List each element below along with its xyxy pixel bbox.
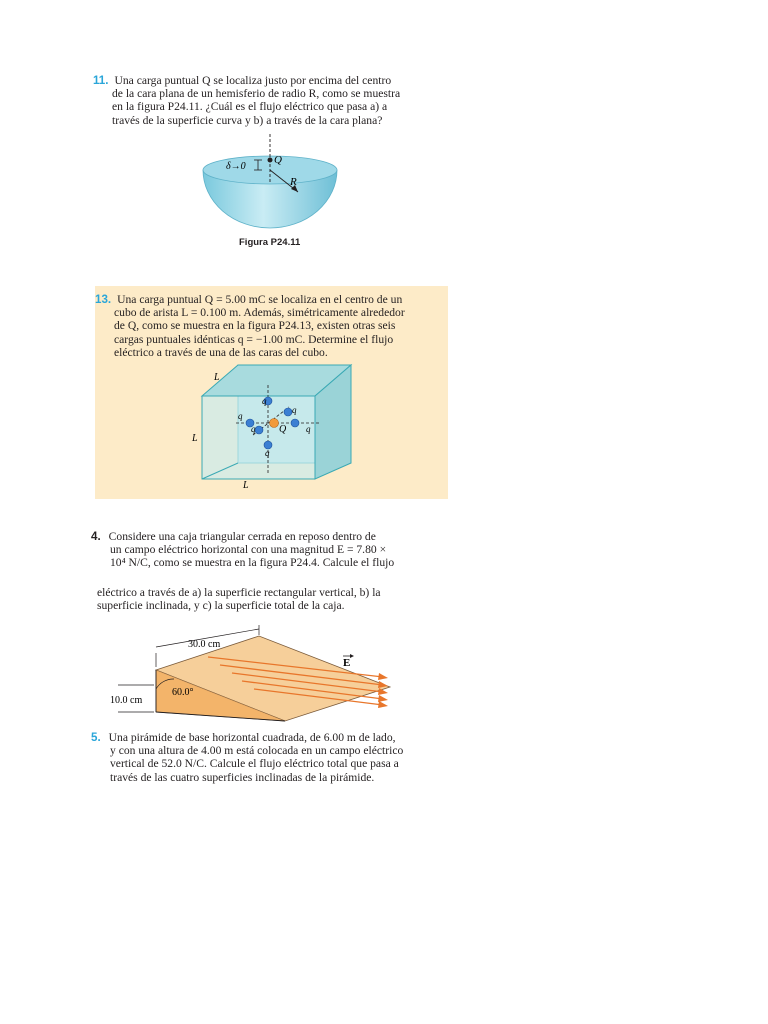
- problem-4: [91, 530, 443, 570]
- charge-label-left: q: [238, 411, 243, 421]
- angle-label: 60.0°: [172, 687, 194, 698]
- cube-figure: [188, 363, 358, 488]
- hemisphere-figure: [198, 132, 358, 232]
- problem-number: 11.: [93, 74, 109, 87]
- field-arrowheads: [378, 673, 388, 708]
- problem-text-line: superficie inclinada, y c) la superficie total de la caja.: [97, 599, 345, 613]
- problem-11: [93, 74, 445, 127]
- vector-arrowhead-icon: [350, 654, 354, 658]
- problem-text-line: Una carga puntual Q = 5.00 mC se localiza en el centro de un: [117, 293, 403, 306]
- problem-text-line: vertical de 52.0 N/C. Calcule el flujo eléctrico total que pasa a: [110, 757, 399, 771]
- problem-5: [91, 731, 443, 784]
- edge-label-left: L: [192, 433, 198, 444]
- charge-q-front: [255, 426, 263, 434]
- triangular-box-figure: [110, 625, 400, 725]
- problem-text-line: Una pirámide de base horizontal cuadrada, de 6.00 m de lado,: [108, 731, 396, 744]
- problem-text-line: través de la superficie curva y b) a través de la cara plana?: [112, 113, 383, 127]
- field-label: E: [343, 657, 351, 669]
- problem-text-line: través de las cuatro superficies inclinadas de la pirámide.: [110, 770, 375, 784]
- problem-number: 4.: [91, 530, 101, 543]
- problem-text-line: un campo eléctrico horizontal con una magnitud E = 7.80 ×: [110, 543, 387, 557]
- radius-label: R: [290, 176, 297, 188]
- figure-caption: Figura P24.11: [239, 237, 301, 248]
- edge-label-bottom: L: [243, 480, 249, 488]
- problem-text-line: en la figura P24.11. ¿Cuál es el flujo eléctrico que pasa a) a: [112, 100, 388, 114]
- problem-text-line: y con una altura de 4.00 m está colocada en un campo eléctrico: [110, 744, 404, 758]
- problem-4-continuation: [97, 586, 437, 612]
- problem-text-line: de Q, como se muestra en la figura P24.13, existen otras seis: [114, 319, 396, 333]
- problem-text-line: eléctrico a través de a) la superficie rectangular vertical, b) la: [97, 586, 381, 599]
- charge-label-top: q: [262, 396, 267, 406]
- width-label: 30.0 cm: [188, 639, 221, 650]
- edge-label-top: L: [214, 372, 220, 383]
- problem-number: 5.: [91, 731, 101, 744]
- charge-q-right: [291, 419, 299, 427]
- problem-text-line: Una carga puntual Q se localiza justo por encima del centro: [114, 74, 392, 87]
- problem-13: [95, 293, 445, 359]
- cube-front-face: [202, 396, 315, 479]
- problem-number: 13.: [95, 293, 112, 306]
- problem-text-line: 10⁴ N/C, como se muestra en la figura P24.4. Calcule el flujo: [110, 556, 395, 570]
- problem-text-line: Considere una caja triangular cerrada en reposo dentro de: [108, 530, 376, 543]
- problem-text-line: de la cara plana de un hemisferio de radio R, como se muestra: [112, 87, 401, 101]
- charge-label: Q: [274, 154, 282, 166]
- problem-text-line: cubo de arista L = 0.100 m. Además, simétricamente alrededor: [114, 306, 405, 320]
- charge-q: [268, 158, 273, 163]
- charge-q-back: [284, 408, 292, 416]
- charge-label-center: Q: [279, 424, 287, 435]
- height-label: 10.0 cm: [110, 695, 143, 706]
- charge-label-back: q: [292, 405, 297, 415]
- charge-label-bottom: q: [265, 448, 270, 458]
- delta-label: δ→0: [226, 161, 246, 172]
- charge-label-right: q: [306, 424, 311, 434]
- problem-text-line: eléctrico a través de una de las caras del cubo.: [114, 345, 328, 359]
- charge-center: [270, 419, 279, 428]
- problem-text-line: cargas puntuales idénticas q = −1.00 mC. Determine el flujo: [114, 332, 394, 346]
- charge-label-front: q: [251, 424, 256, 434]
